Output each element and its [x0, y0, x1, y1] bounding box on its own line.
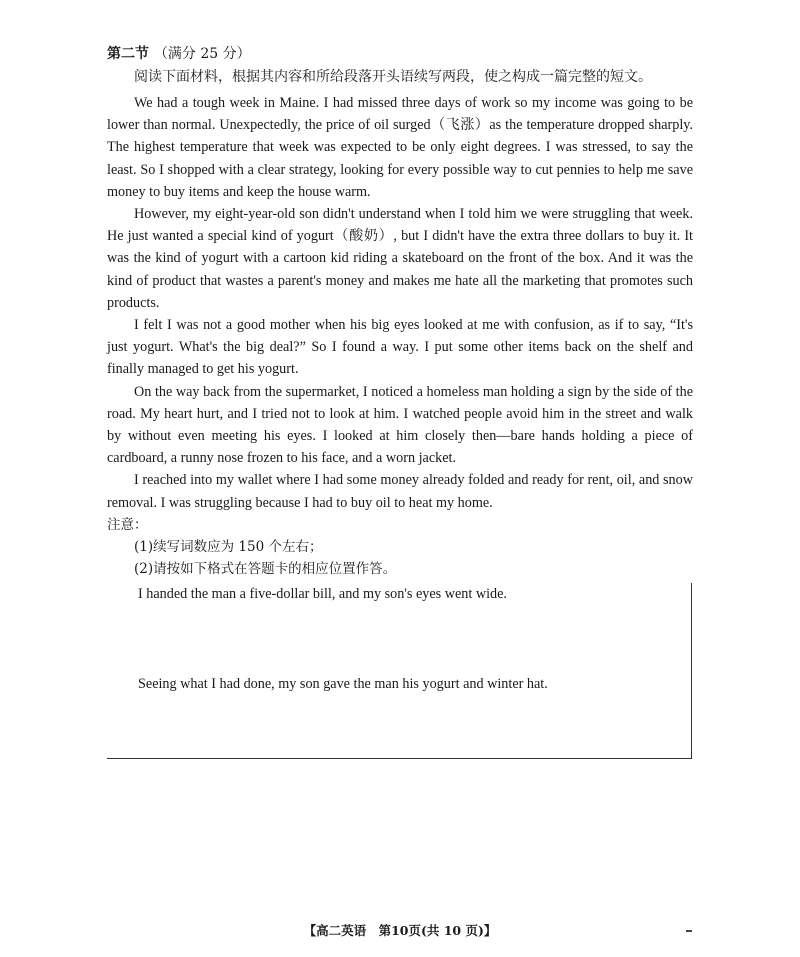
paragraph-opener-1: I handed the man a five-dollar bill, and my son's eyes went wide.: [138, 586, 507, 602]
section-score: （满分 25 分）: [153, 46, 251, 62]
reading-passage: [107, 92, 693, 514]
passage-paragraph-1: We had a tough week in Maine. I had missed three days of work so my income was going to be lower than normal. Unexpectedly, the price of oil surged（飞涨）as the temperature dropped sharply. The highest temperature that week was expected to be only eight degrees. I was stressed, to say the least. So I shopped with a clear strategy, looking for every possible way to cut pennies to help me save money to buy items and keep the house warm.: [107, 95, 693, 200]
answer-box: [107, 583, 692, 759]
note-item-1: (1)续写词数应为 150 个左右；: [134, 539, 323, 555]
passage-paragraph-5: I reached into my wallet where I had some money already folded and ready for rent, oil, and snow removal. I was struggling because I had to buy oil to heat my home.: [107, 472, 693, 511]
page-footer: 【高二英语 第10页(共 10 页)】: [303, 923, 497, 938]
section-heading: [107, 44, 251, 64]
corner-mark: [686, 930, 692, 932]
passage-paragraph-3: I felt I was not a good mother when his big eyes looked at me with confusion, as if to say, “It's just yogurt. What's the big deal?” So I found a way. I put some other items back on the shelf and finally managed to get his yogurt.: [107, 317, 693, 378]
note-item-2: (2)请按如下格式在答题卡的相应位置作答。: [134, 561, 397, 577]
paragraph-opener-2: Seeing what I had done, my son gave the man his yogurt and winter hat.: [138, 676, 548, 692]
task-instruction: 阅读下面材料，根据其内容和所给段落开头语续写两段，使之构成一篇完整的短文。: [134, 69, 652, 85]
notes-section: [107, 514, 396, 580]
passage-paragraph-4: On the way back from the supermarket, I noticed a homeless man holding a sign by the side of the road. My heart hurt, and I tried not to look at him. I watched people avoid him in the street and walk by without even meeting his eyes. I looked at him closely then—bare hands holding a piece of cardboard, a runny nose frozen to his face, and a worn jacket.: [107, 383, 693, 467]
section-title: 第二节: [107, 46, 149, 62]
passage-paragraph-2: However, my eight-year-old son didn't understand when I told him we were struggling that week. He just wanted a special kind of yogurt（酸奶）, but I didn't have the extra three dollars to buy it. It was the kind of yogurt with a cartoon kid riding a skateboard on the front of the box. And it was the kind of product that wastes a parent's money and makes me hate all the marketing that promotes such products.: [107, 206, 693, 311]
notes-title: 注意：: [107, 517, 148, 533]
